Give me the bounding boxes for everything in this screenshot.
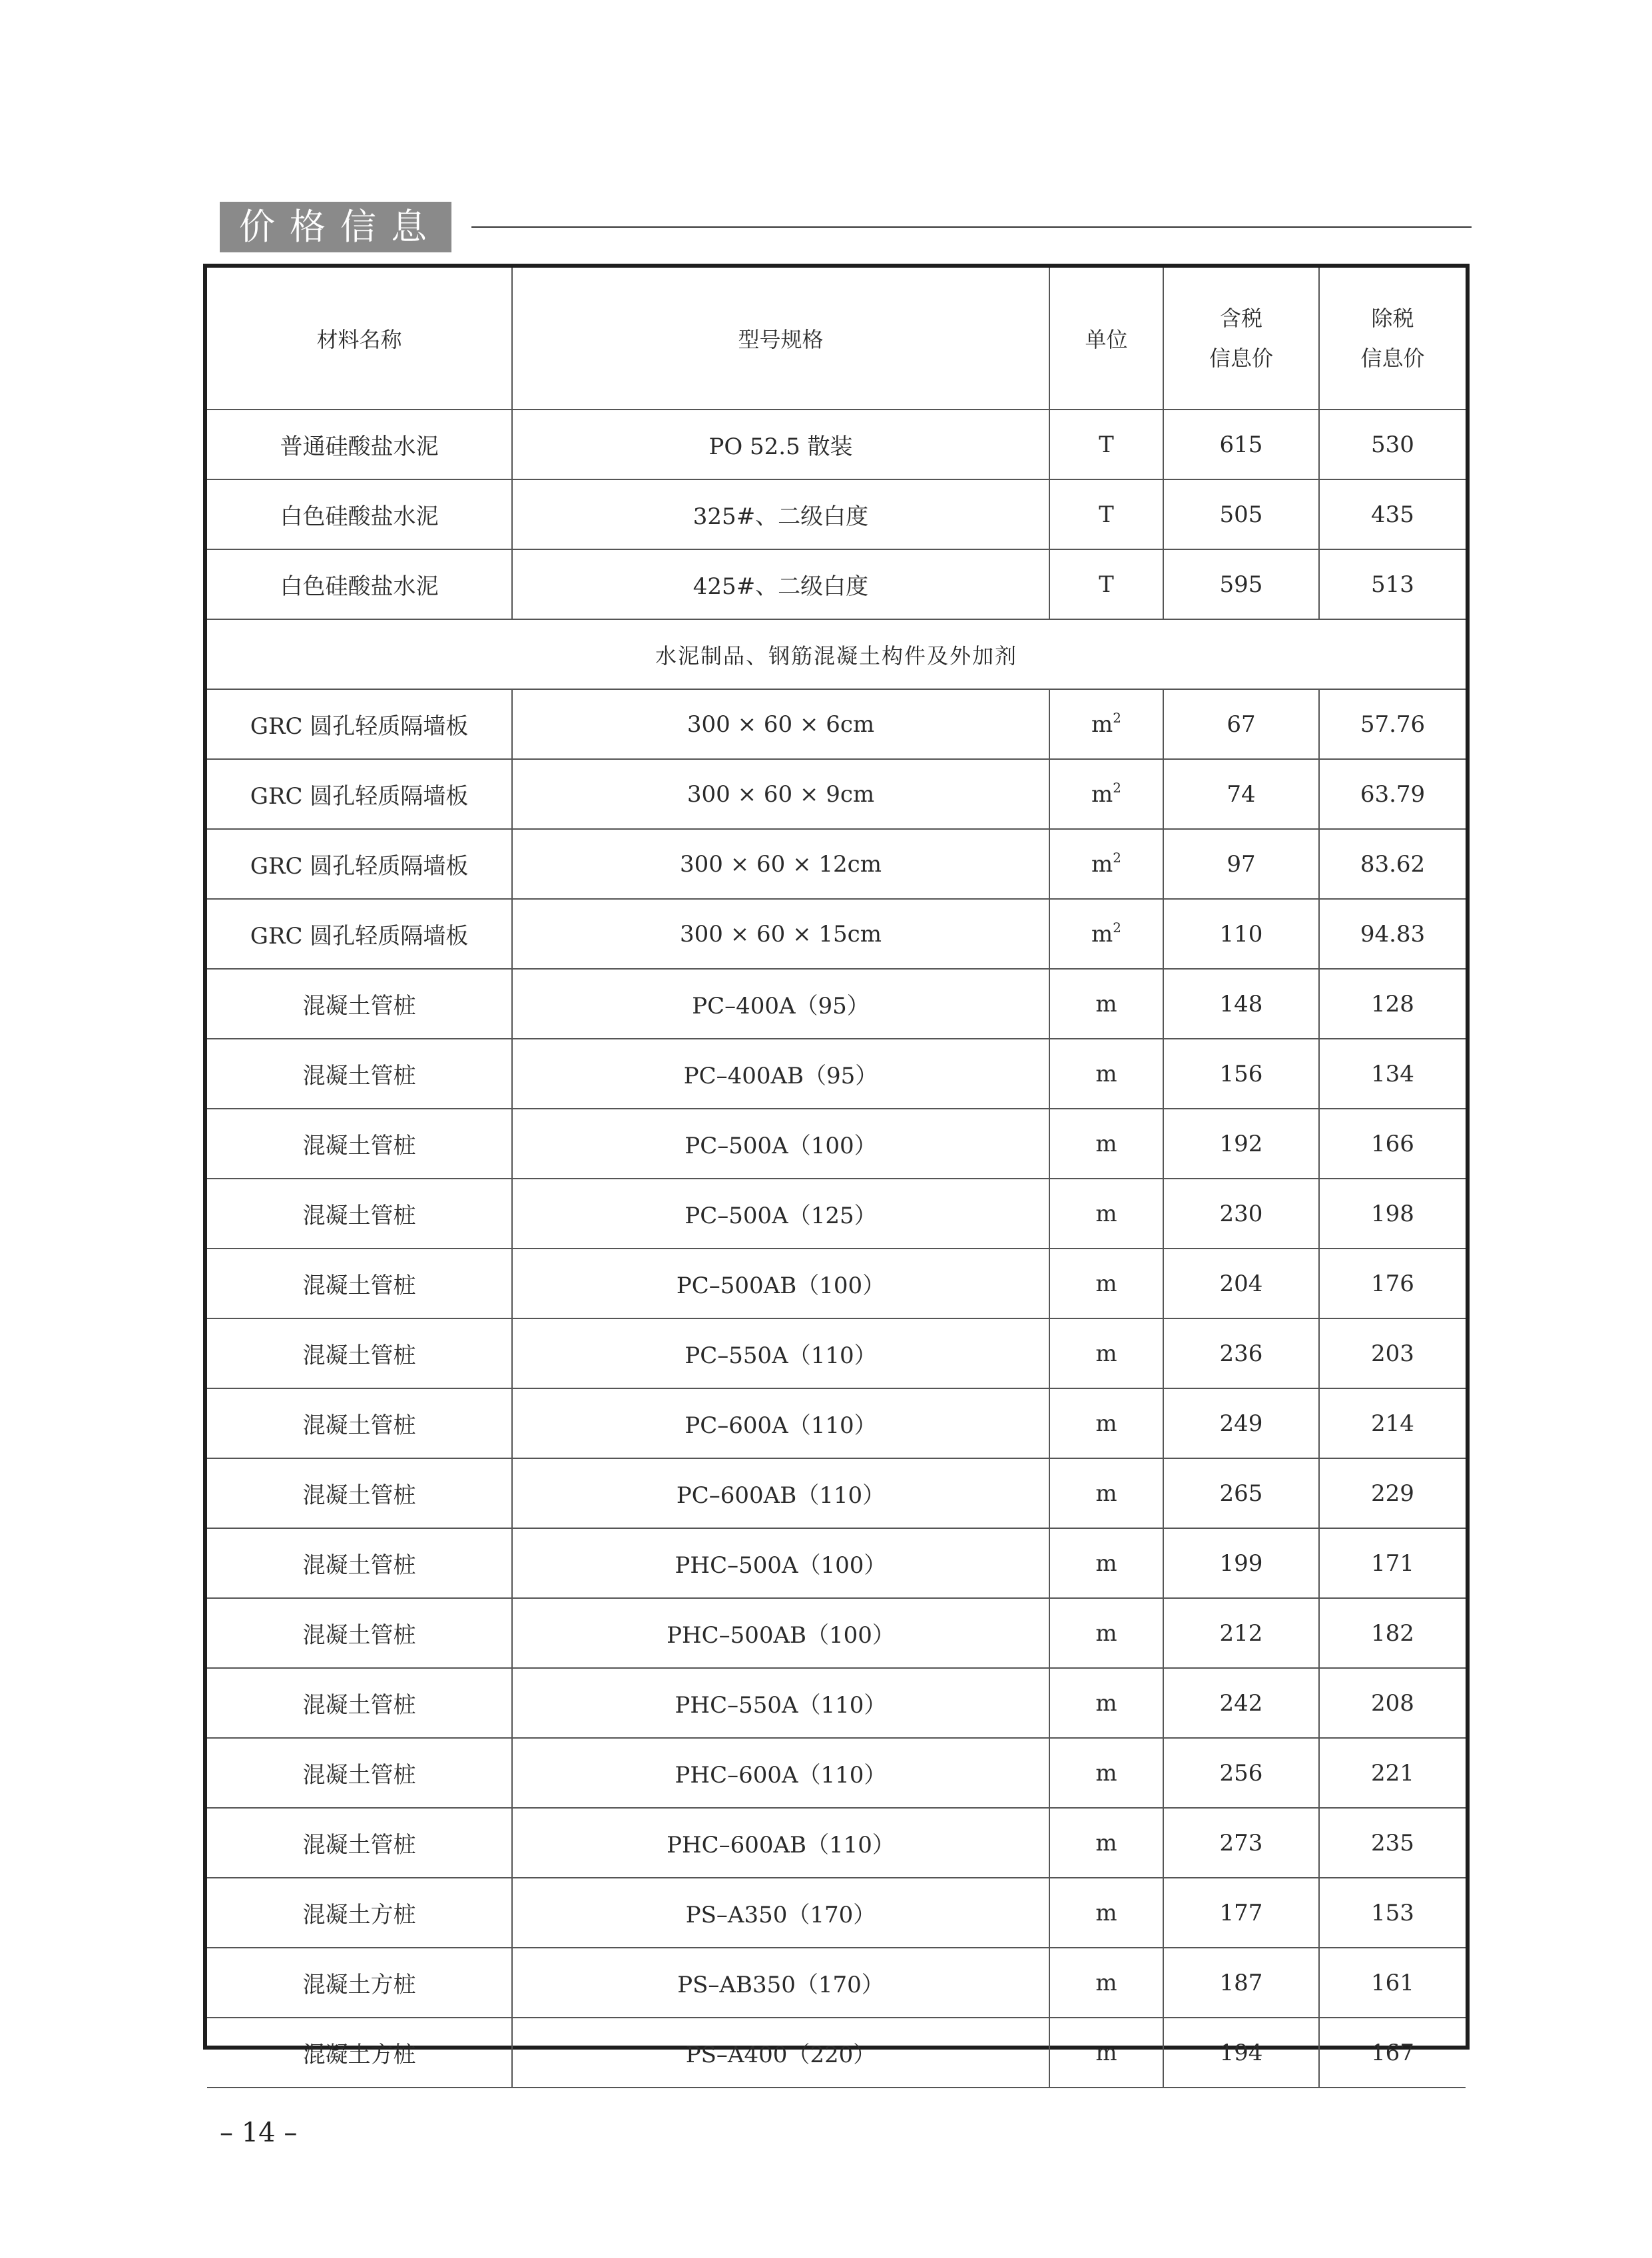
unit-superscript: 2 bbox=[1113, 779, 1121, 796]
cell-spec: PC–500AB（100） bbox=[512, 1249, 1049, 1318]
table-row bbox=[207, 1388, 1466, 1458]
cell-tax-price: 67 bbox=[1163, 689, 1319, 759]
cell-material: 混凝土管桩 bbox=[207, 1388, 512, 1458]
cell-tax-price: 242 bbox=[1163, 1668, 1319, 1738]
table-row bbox=[207, 969, 1466, 1039]
cell-spec: PHC–550A（110） bbox=[512, 1668, 1049, 1738]
cell-material: 混凝土管桩 bbox=[207, 1318, 512, 1388]
table-row bbox=[207, 1109, 1466, 1179]
cell-unit: m bbox=[1049, 1179, 1163, 1249]
table-row bbox=[207, 1179, 1466, 1249]
cell-unit: T bbox=[1049, 549, 1163, 619]
cell-tax-price: 74 bbox=[1163, 759, 1319, 829]
header-rule bbox=[471, 226, 1472, 228]
cell-notax-price: 229 bbox=[1319, 1458, 1466, 1528]
section-row bbox=[207, 619, 1466, 689]
cell-material: 混凝土管桩 bbox=[207, 1458, 512, 1528]
cell-material: 混凝土方桩 bbox=[207, 1948, 512, 2018]
cell-material: 混凝土管桩 bbox=[207, 1528, 512, 1598]
cell-material: 混凝土管桩 bbox=[207, 1738, 512, 1808]
table-row bbox=[207, 1808, 1466, 1878]
cell-notax-price: 83.62 bbox=[1319, 829, 1466, 899]
table-row bbox=[207, 1528, 1466, 1598]
cell-unit bbox=[1049, 899, 1163, 969]
cell-spec: 300 × 60 × 9cm bbox=[512, 759, 1049, 829]
unit-base: m bbox=[1091, 920, 1113, 948]
cell-spec: PHC–600A（110） bbox=[512, 1738, 1049, 1808]
cell-notax-price: 153 bbox=[1319, 1878, 1466, 1948]
table-row bbox=[207, 1738, 1466, 1808]
cell-tax-price: 177 bbox=[1163, 1878, 1319, 1948]
cell-unit: m bbox=[1049, 1598, 1163, 1668]
cell-tax-price: 249 bbox=[1163, 1388, 1319, 1458]
cell-notax-price: 128 bbox=[1319, 969, 1466, 1039]
cell-unit: m bbox=[1049, 1318, 1163, 1388]
table-row bbox=[207, 1668, 1466, 1738]
table-row bbox=[207, 1878, 1466, 1948]
cell-unit: T bbox=[1049, 410, 1163, 479]
cell-notax-price: 166 bbox=[1319, 1109, 1466, 1179]
cell-unit: T bbox=[1049, 479, 1163, 549]
table-row bbox=[207, 410, 1466, 479]
cell-notax-price: 435 bbox=[1319, 479, 1466, 549]
cell-spec: 300 × 60 × 12cm bbox=[512, 829, 1049, 899]
cell-notax-price: 134 bbox=[1319, 1039, 1466, 1109]
cell-notax-price: 530 bbox=[1319, 410, 1466, 479]
cell-spec: 325#、二级白度 bbox=[512, 479, 1049, 549]
cell-spec: PS–A350（170） bbox=[512, 1878, 1049, 1948]
section-title: 价格信息 bbox=[220, 202, 451, 252]
cell-unit: m bbox=[1049, 1668, 1163, 1738]
cell-tax-price: 187 bbox=[1163, 1948, 1319, 2018]
cell-unit bbox=[1049, 759, 1163, 829]
cell-material: GRC 圆孔轻质隔墙板 bbox=[207, 829, 512, 899]
unit-superscript: 2 bbox=[1113, 849, 1121, 866]
cell-notax-price: 167 bbox=[1319, 2018, 1466, 2088]
col-header-notax-price bbox=[1319, 268, 1466, 410]
cell-spec: PC–400AB（95） bbox=[512, 1039, 1049, 1109]
cell-unit bbox=[1049, 689, 1163, 759]
cell-tax-price: 265 bbox=[1163, 1458, 1319, 1528]
cell-material: 混凝土管桩 bbox=[207, 1179, 512, 1249]
section-header bbox=[220, 202, 1472, 252]
cell-tax-price: 204 bbox=[1163, 1249, 1319, 1318]
cell-tax-price: 110 bbox=[1163, 899, 1319, 969]
cell-notax-price: 176 bbox=[1319, 1249, 1466, 1318]
cell-material: 混凝土管桩 bbox=[207, 1598, 512, 1668]
cell-material: 混凝土管桩 bbox=[207, 1808, 512, 1878]
table-row bbox=[207, 2018, 1466, 2088]
cell-unit bbox=[1049, 829, 1163, 899]
cell-material: 普通硅酸盐水泥 bbox=[207, 410, 512, 479]
cell-spec: PO 52.5 散装 bbox=[512, 410, 1049, 479]
cell-notax-price: 198 bbox=[1319, 1179, 1466, 1249]
cell-tax-price: 230 bbox=[1163, 1179, 1319, 1249]
cell-spec: PC–600A（110） bbox=[512, 1388, 1049, 1458]
table-row bbox=[207, 549, 1466, 619]
col-header-tax-price bbox=[1163, 268, 1319, 410]
cell-unit: m bbox=[1049, 1109, 1163, 1179]
table-row bbox=[207, 1318, 1466, 1388]
unit-superscript: 2 bbox=[1113, 919, 1121, 936]
cell-material: 白色硅酸盐水泥 bbox=[207, 479, 512, 549]
cell-notax-price: 214 bbox=[1319, 1388, 1466, 1458]
cell-tax-price: 212 bbox=[1163, 1598, 1319, 1668]
section-title-cell: 水泥制品、钢筋混凝土构件及外加剂 bbox=[207, 619, 1466, 689]
cell-unit: m bbox=[1049, 969, 1163, 1039]
cell-tax-price: 156 bbox=[1163, 1039, 1319, 1109]
col-header-material: 材料名称 bbox=[207, 268, 512, 410]
cell-material: 混凝土方桩 bbox=[207, 2018, 512, 2088]
col-header-spec: 型号规格 bbox=[512, 268, 1049, 410]
cell-spec: 300 × 60 × 15cm bbox=[512, 899, 1049, 969]
cell-tax-price: 199 bbox=[1163, 1528, 1319, 1598]
unit-base: m bbox=[1091, 710, 1113, 738]
cell-notax-price: 57.76 bbox=[1319, 689, 1466, 759]
cell-material: 混凝土管桩 bbox=[207, 1249, 512, 1318]
table-row bbox=[207, 759, 1466, 829]
cell-unit: m bbox=[1049, 2018, 1163, 2088]
cell-spec: PS–A400（220） bbox=[512, 2018, 1049, 2088]
cell-spec: PC–600AB（110） bbox=[512, 1458, 1049, 1528]
cell-notax-price: 94.83 bbox=[1319, 899, 1466, 969]
cell-material: GRC 圆孔轻质隔墙板 bbox=[207, 689, 512, 759]
table-row bbox=[207, 1039, 1466, 1109]
cell-tax-price: 236 bbox=[1163, 1318, 1319, 1388]
cell-tax-price: 192 bbox=[1163, 1109, 1319, 1179]
cell-notax-price: 208 bbox=[1319, 1668, 1466, 1738]
cell-material: 白色硅酸盐水泥 bbox=[207, 549, 512, 619]
table-row bbox=[207, 1598, 1466, 1668]
cell-unit: m bbox=[1049, 1388, 1163, 1458]
cell-tax-price: 148 bbox=[1163, 969, 1319, 1039]
cell-unit: m bbox=[1049, 1458, 1163, 1528]
cell-spec: 300 × 60 × 6cm bbox=[512, 689, 1049, 759]
cell-spec: PC–550A（110） bbox=[512, 1318, 1049, 1388]
cell-material: 混凝土管桩 bbox=[207, 969, 512, 1039]
cell-tax-price: 615 bbox=[1163, 410, 1319, 479]
cell-spec: PHC–500A（100） bbox=[512, 1528, 1049, 1598]
table-row bbox=[207, 1458, 1466, 1528]
cell-tax-price: 256 bbox=[1163, 1738, 1319, 1808]
table-header-row bbox=[207, 268, 1466, 410]
cell-unit: m bbox=[1049, 1878, 1163, 1948]
col-header-notax-line1: 除税 bbox=[1371, 306, 1414, 331]
cell-notax-price: 203 bbox=[1319, 1318, 1466, 1388]
cell-notax-price: 182 bbox=[1319, 1598, 1466, 1668]
cell-notax-price: 63.79 bbox=[1319, 759, 1466, 829]
table-row bbox=[207, 689, 1466, 759]
cell-tax-price: 273 bbox=[1163, 1808, 1319, 1878]
cell-notax-price: 221 bbox=[1319, 1738, 1466, 1808]
table-row bbox=[207, 1948, 1466, 2018]
cell-notax-price: 161 bbox=[1319, 1948, 1466, 2018]
table-row bbox=[207, 1249, 1466, 1318]
cell-unit: m bbox=[1049, 1039, 1163, 1109]
cell-material: 混凝土管桩 bbox=[207, 1109, 512, 1179]
cell-tax-price: 194 bbox=[1163, 2018, 1319, 2088]
cell-notax-price: 171 bbox=[1319, 1528, 1466, 1598]
cell-material: 混凝土方桩 bbox=[207, 1878, 512, 1948]
cell-material: 混凝土管桩 bbox=[207, 1039, 512, 1109]
cell-material: GRC 圆孔轻质隔墙板 bbox=[207, 899, 512, 969]
col-header-unit: 单位 bbox=[1049, 268, 1163, 410]
cell-tax-price: 595 bbox=[1163, 549, 1319, 619]
col-header-tax-line2: 信息价 bbox=[1209, 346, 1273, 371]
page-number: – 14 – bbox=[220, 2117, 298, 2148]
cell-spec: PS–AB350（170） bbox=[512, 1948, 1049, 2018]
cell-notax-price: 235 bbox=[1319, 1808, 1466, 1878]
table-row bbox=[207, 479, 1466, 549]
cell-unit: m bbox=[1049, 1528, 1163, 1598]
price-table bbox=[203, 264, 1470, 2068]
cell-spec: PC–500A（125） bbox=[512, 1179, 1049, 1249]
cell-spec: PC–500A（100） bbox=[512, 1109, 1049, 1179]
cell-unit: m bbox=[1049, 1249, 1163, 1318]
table-row bbox=[207, 899, 1466, 969]
cell-spec: PHC–600AB（110） bbox=[512, 1808, 1049, 1878]
cell-unit: m bbox=[1049, 1738, 1163, 1808]
cell-notax-price: 513 bbox=[1319, 549, 1466, 619]
cell-unit: m bbox=[1049, 1808, 1163, 1878]
cell-spec: PC–400A（95） bbox=[512, 969, 1049, 1039]
cell-unit: m bbox=[1049, 1948, 1163, 2018]
cell-spec: PHC–500AB（100） bbox=[512, 1598, 1049, 1668]
cell-material: GRC 圆孔轻质隔墙板 bbox=[207, 759, 512, 829]
cell-spec: 425#、二级白度 bbox=[512, 549, 1049, 619]
col-header-notax-line2: 信息价 bbox=[1360, 346, 1425, 371]
unit-base: m bbox=[1091, 780, 1113, 808]
col-header-tax-line1: 含税 bbox=[1219, 306, 1262, 331]
unit-base: m bbox=[1091, 850, 1113, 878]
cell-tax-price: 97 bbox=[1163, 829, 1319, 899]
table-row bbox=[207, 829, 1466, 899]
unit-superscript: 2 bbox=[1113, 709, 1121, 726]
cell-tax-price: 505 bbox=[1163, 479, 1319, 549]
cell-material: 混凝土管桩 bbox=[207, 1668, 512, 1738]
